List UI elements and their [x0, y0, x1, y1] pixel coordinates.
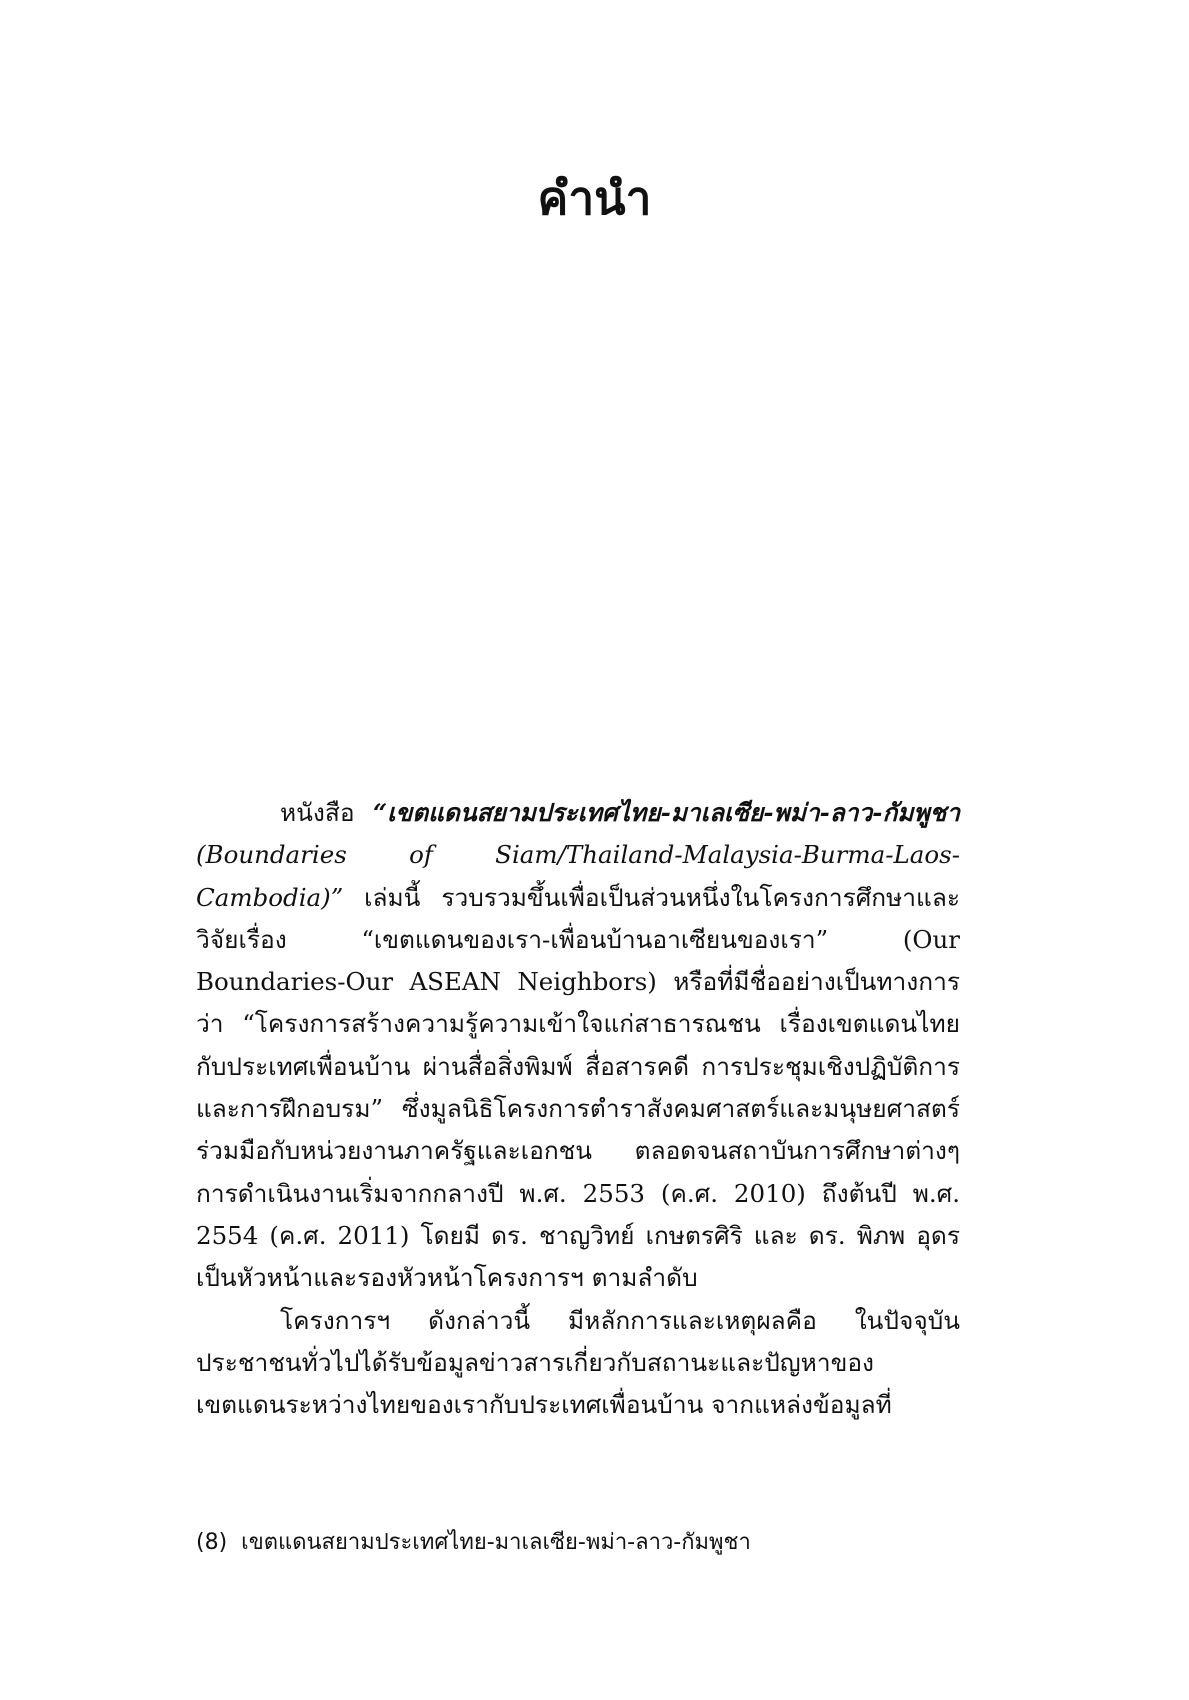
preface-body: [196, 792, 960, 1426]
paragraph-lead: หนังสือ: [280, 798, 373, 827]
preface-paragraph-2: โครงการฯ ดังกล่าวนี้ มีหลักการและเหตุผลคือ ในปัจจุบันประชาชนทั่วไปได้รับข้อมูลข่าวสารเกี่ยวกับสถานะและปัญหาของเขตแดนระหว่างไทยของเรากับประเทศเพื่อนบ้าน จากแหล่งข้อมูลที่: [196, 1305, 960, 1420]
preface-paragraph-1: [196, 792, 960, 1300]
page-footer: [196, 1528, 751, 1558]
page-number: (8): [196, 1530, 228, 1555]
page-title: คำนำ: [537, 171, 652, 225]
running-title: เขตแดนสยามประเทศไทย-มาเลเซีย-พม่า-ลาว-กัมพูชา: [241, 1530, 751, 1555]
book-title-english: (Boundaries of Siam/Thailand-Malaysia-Burma-Laos-Cambodia)”: [196, 840, 960, 912]
book-title-thai: “เขตแดนสยามประเทศไทย-มาเลเซีย-พม่า-ลาว-กัมพูชา: [373, 798, 960, 827]
paragraph-text: เล่มนี้ รวบรวมขึ้นเพื่อเป็นส่วนหนึ่งในโครงการศึกษาและวิจัยเรื่อง “เขตแดนของเรา-เพื่อนบ้านอาเซียนของเรา” (Our Boundaries-Our ASEAN Neighbors) หรือที่มีชื่ออย่างเป็นทางการว่า “โครงการสร้างความรู้ความเข้าใจแก่สาธารณชน เรื่องเขตแดนไทยกับประเทศเพื่อนบ้าน ผ่านสื่อสิ่งพิมพ์ สื่อสารคดี การประชุมเชิงปฏิบัติการ และการฝึกอบรม” ซึ่งมูลนิธิโครงการตำราสังคมศาสตร์และมนุษยศาสตร์ ร่วมมือกับหน่วยงานภาครัฐและเอกชน ตลอดจนสถาบันการศึกษาต่างๆ การดำเนินงานเริ่มจากกลางปี พ.ศ. 2553 (ค.ศ. 2010) ถึงต้นปี พ.ศ. 2554 (ค.ศ. 2011) โดยมี ดร. ชาญวิทย์ เกษตรศิริ และ ดร. พิภพ อุดร เป็นหัวหน้าและรองหัวหน้าโครงการฯ ตามลำดับ: [196, 882, 960, 1293]
